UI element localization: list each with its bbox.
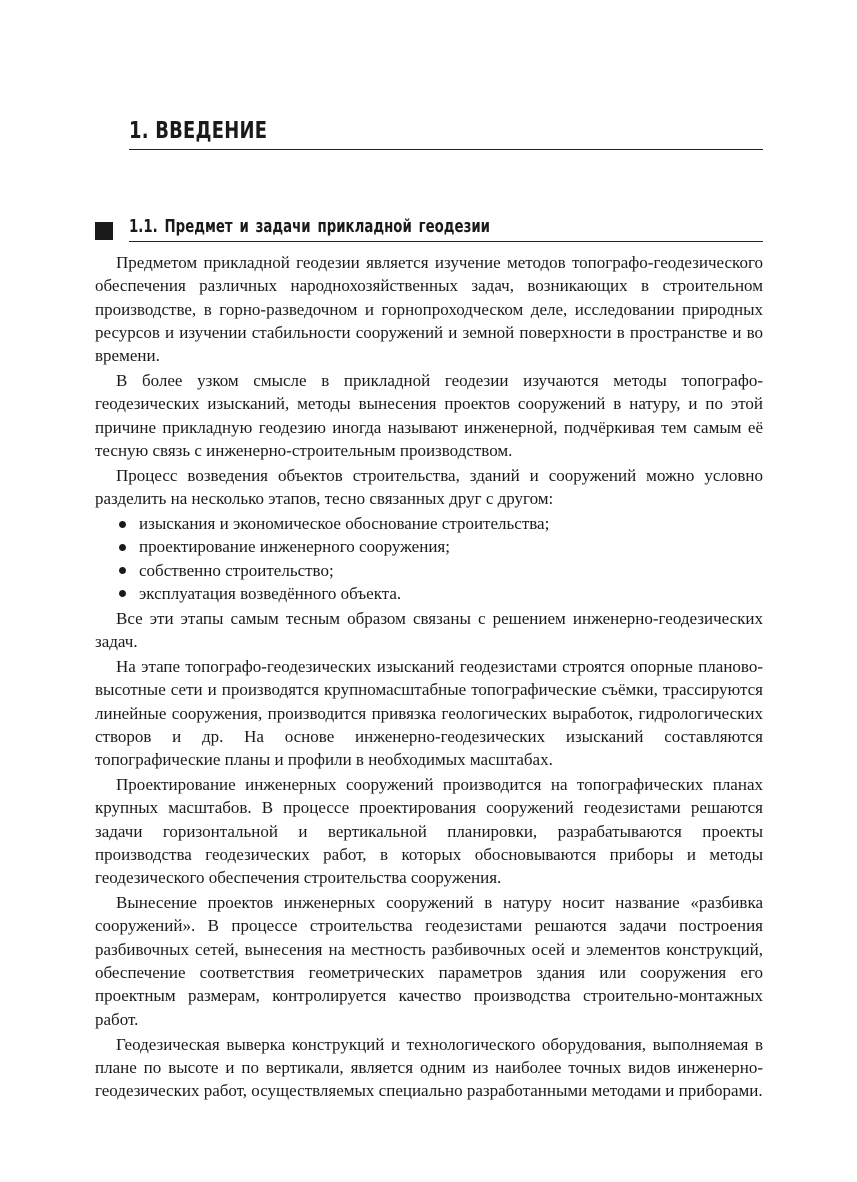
body-text: [95, 251, 763, 1104]
stage-item: эксплуатация возведённого объекта.: [95, 582, 763, 605]
stages-list: [95, 512, 763, 605]
book-page: [95, 0, 763, 1182]
chapter-title: 1. ВВЕДЕНИЕ: [129, 118, 268, 144]
section-rule: [129, 241, 763, 242]
section-title: 1.1. Предмет и задачи прикладной геодезии: [129, 216, 490, 237]
paragraph-narrow-sense: В более узком смысле в прикладной геодезии изучаются методы топографо-геодезических изысканий, методы вынесения проектов сооружений в натуру, и по этой причине прикладную геодезию иногда называют инженерной, подчёркивая тем самым её тесную связь с инженерно-строительным производством.: [95, 371, 763, 460]
paragraph-alignment: Геодезическая выверка конструкций и технологического оборудования, выполняемая в плане по высоте и по вертикали, является одним из наиболее точных видов инженерно-геодезических работ, осуществляемых специально разработанными методами и приборами.: [95, 1034, 763, 1101]
paragraph-staking: Вынесение проектов инженерных сооружений в натуру носит название «разбивка сооружений». В процессе строительства геодезистами решаются задачи построения разбивочных сетей, вынесения на местность разбивочных осей и элементов конструкций, обеспечение соответствия геометрических параметров здания или сооружения его проектным размерам, контролируется качество производства строительно-монтажных работ.: [95, 893, 763, 1029]
section-marker-square: [95, 222, 113, 240]
stage-item: собственно строительство;: [95, 559, 763, 582]
paragraph-design: Проектирование инженерных сооружений производится на топографических планах крупных масштабов. В процессе проектирования сооружений геодезистами решаются задачи горизонтальной и вертикальной планировки, разрабатываются проекты производства геодезических работ, в которых обосновываются приборы и методы геодезического обеспечения строительства сооружения.: [95, 775, 763, 888]
paragraph-subject: Предметом прикладной геодезии является изучение методов топографо-геодезического обеспечения различных народнохозяйственных задач, возникающих в строительном производстве, в горно-разведочном и горнопроходческом деле, исследовании природных ресурсов и изучении стабильности сооружений и земной поверхности в пространстве и во времени.: [95, 253, 763, 366]
paragraph-surveys: На этапе топографо-геодезических изысканий геодезистами строятся опорные планово-высотные сети и производятся крупномасштабные топографические съёмки, трассируются линейные сооружения, производится привязка геологических выработок, гидрологических створов и др. На основе инженерно-геодезических изысканий составляются топографические планы и профили в необходимых масштабах.: [95, 657, 763, 770]
stage-item: проектирование инженерного сооружения;: [95, 535, 763, 558]
paragraph-stages-link: Все эти этапы самым тесным образом связаны с решением инженерно-геодезических задач.: [95, 608, 763, 652]
chapter-rule: [129, 149, 763, 150]
stage-item: изыскания и экономическое обоснование строительства;: [95, 512, 763, 535]
paragraph-stages-intro: Процесс возведения объектов строительства, зданий и сооружений можно условно разделить на несколько этапов, тесно связанных друг с другом:: [95, 465, 763, 509]
